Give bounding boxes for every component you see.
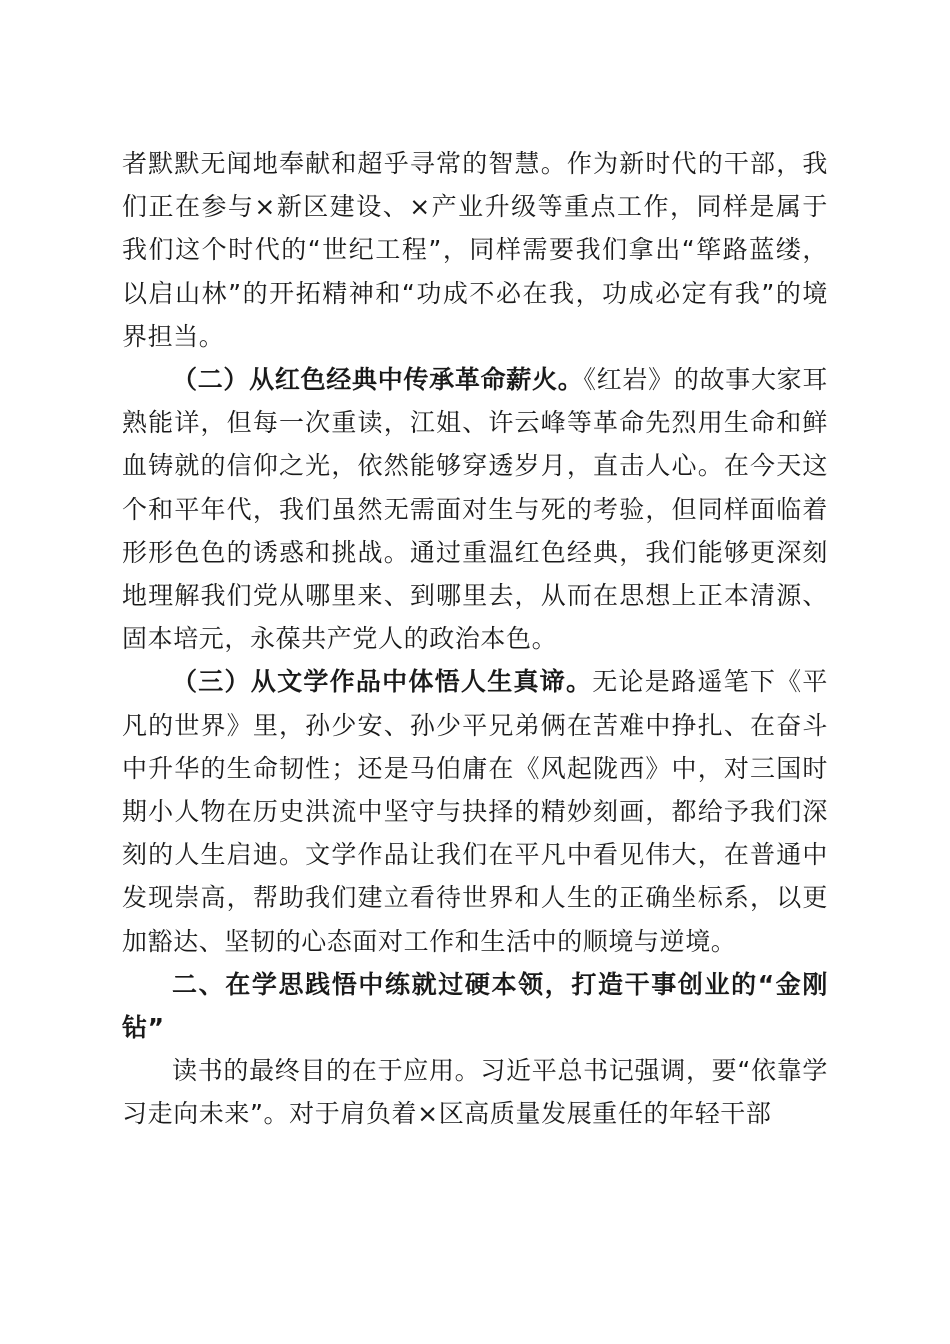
paragraph-literature [122, 660, 828, 962]
paragraph-text: 无论是路遥笔下《平凡的世界》里，孙少安、孙少平兄弟俩在苦难中挣扎、在奋斗中升华的生命韧性；还是马伯庸在《风起陇西》中，对三国时期小人物在历史洪流中坚守与抉择的精妙刻画，都给予我们深刻的人生启迪。文学作品让我们在平凡中看见伟大，在普通中发现崇高，帮助我们建立看待世界和人生的正确坐标系，以更加豁达、坚韧的心态面对工作和生活中的顺境与逆境。 [122, 667, 828, 956]
paragraph-text: 《红岩》的故事大家耳熟能详，但每一次重读，江姐、许云峰等革命先烈用生命和鲜血铸就的信仰之光，依然能够穿透岁月，直击人心。在今天这个和平年代，我们虽然无需面对生与死的考验，但同样面临着形形色色的诱惑和挑战。通过重温红色经典，我们能够更深刻地理解我们党从哪里来、到哪里去，从而在思想上正本清源、固本培元，永葆共产党人的政治本色。 [122, 365, 828, 654]
paragraph-text: 读书的最终目的在于应用。习近平总书记强调，要“依靠学习走向未来”。对于肩负着×区高质量发展重任的年轻干部 [122, 1056, 828, 1129]
paragraph-lead: （三）从文学作品中体悟人生真谛。 [172, 667, 593, 697]
paragraph-continued [122, 142, 828, 358]
document-body [122, 142, 828, 1136]
paragraph-application [122, 1049, 828, 1135]
section-heading: 二、在学思践悟中练就过硬本领，打造干事创业的“金刚钻” [122, 969, 828, 1043]
paragraph-lead: （二）从红色经典中传承革命薪火。 [172, 365, 584, 395]
paragraph-red-classics [122, 358, 828, 660]
paragraph-text: 者默默无闻地奉献和超乎寻常的智慧。作为新时代的干部，我们正在参与×新区建设、×产业升级等重点工作，同样是属于我们这个时代的“世纪工程”，同样需要我们拿出“筚路蓝缕，以启山林”的开拓精神和“功成不必在我，功成必定有我”的境界担当。 [122, 149, 828, 351]
